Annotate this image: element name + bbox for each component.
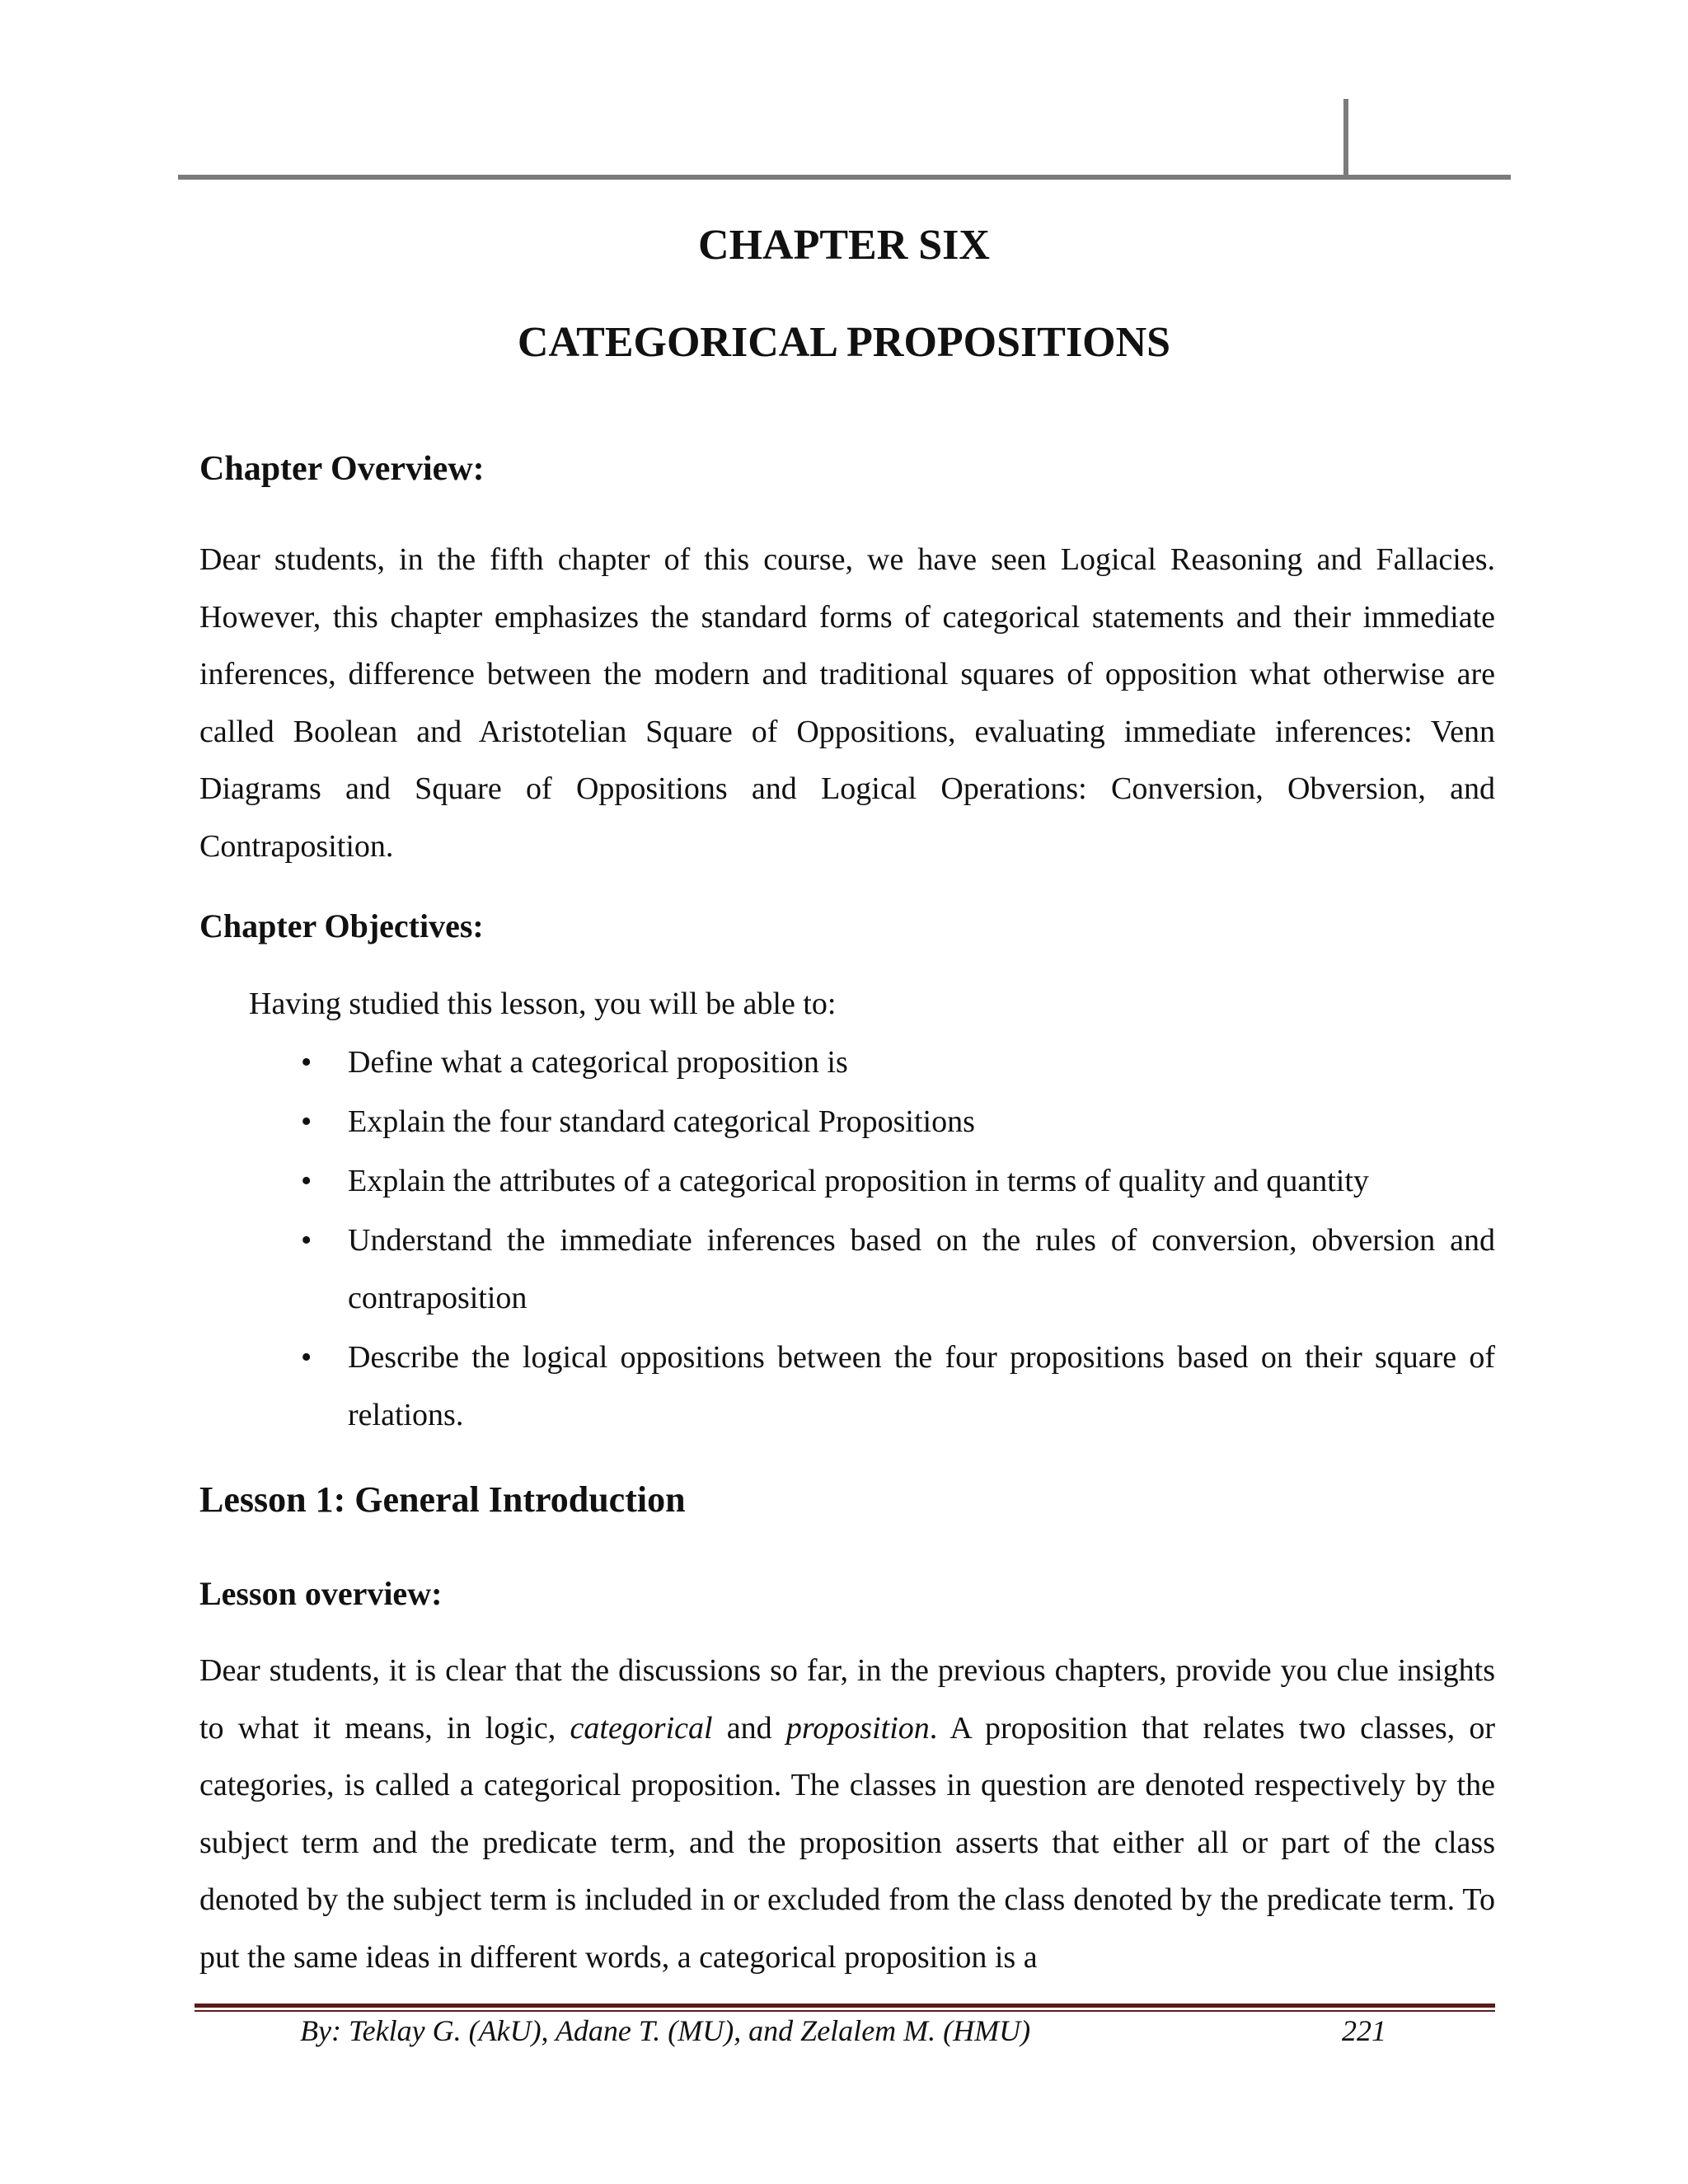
- bullet-icon: •: [301, 1340, 312, 1375]
- objectives-heading: Chapter Objectives:: [199, 907, 484, 944]
- bullet-icon: •: [301, 1045, 312, 1080]
- list-item: [199, 1152, 1495, 1210]
- lesson-text-2: and: [712, 1710, 786, 1746]
- lesson-overview-heading: Lesson overview:: [199, 1575, 443, 1612]
- list-item: [199, 1212, 1495, 1327]
- list-item: [199, 1329, 1495, 1444]
- objective-text: Explain the attributes of a categorical proposition in terms of quality and quantity: [348, 1164, 1369, 1198]
- footer-authors: By: Teklay G. (AkU), Adane T. (MU), and Zelalem M. (HMU): [300, 2014, 1031, 2047]
- lesson-italic-proposition: proposition: [785, 1710, 930, 1746]
- lesson-text-1: Dear students, it is clear that the discussions so far, in the previous chapters, provide you clue insights to what it means, in logic,: [199, 1653, 1495, 1746]
- objectives-list: [199, 1033, 1495, 1446]
- objective-text: Define what a categorical proposition is: [348, 1045, 848, 1080]
- lesson-italic-categorical: categorical: [570, 1710, 713, 1746]
- page-number: 221: [1342, 2014, 1386, 2047]
- chapter-title: CHAPTER SIX: [698, 222, 990, 269]
- objective-text: Explain the four standard categorical Propositions: [348, 1104, 975, 1139]
- list-item: [199, 1093, 1495, 1151]
- list-item: [199, 1033, 1495, 1091]
- lesson-text-3: . A proposition that relates two classes, or categories, is called a categorical proposition. The classes in question are denoted respectively by the subject term and the predicate term, and the proposition asserts that either all or part of the class denoted by the subject term is included in or excluded from the class denoted by the predicate term. To put the same ideas in different words, a categorical proposition is a: [199, 1710, 1496, 1975]
- lesson-paragraph: [199, 1643, 1495, 1986]
- header-tick: [1343, 99, 1348, 180]
- bullet-icon: •: [301, 1104, 312, 1139]
- objective-text: Understand the immediate inferences based on the rules of conversion, obversion and contraposition: [348, 1223, 1495, 1315]
- lesson-title: Lesson 1: General Introduction: [199, 1479, 686, 1520]
- bullet-icon: •: [301, 1223, 312, 1258]
- objectives-intro: Having studied this lesson, you will be able to:: [249, 987, 837, 1021]
- chapter-subtitle: CATEGORICAL PROPOSITIONS: [517, 319, 1171, 366]
- bullet-icon: •: [301, 1164, 312, 1198]
- overview-paragraph: Dear students, in the fifth chapter of this course, we have seen Logical Reasoning and Fallacies. However, this chapter emphasizes the standard forms of categorical statements and their immediate inferences, difference between the modern and traditional squares of opposition what otherwise are called Boolean and Aristotelian Square of Oppositions, evaluating immediate inferences: Venn Diagrams and Square of Oppositions and Logical Operations: Conversion, Obversion, and Contraposition.: [199, 542, 1495, 864]
- objective-text: Describe the logical oppositions between the four propositions based on their square of relations.: [348, 1340, 1495, 1432]
- overview-heading: Chapter Overview:: [199, 450, 485, 488]
- header-rule: [178, 175, 1511, 180]
